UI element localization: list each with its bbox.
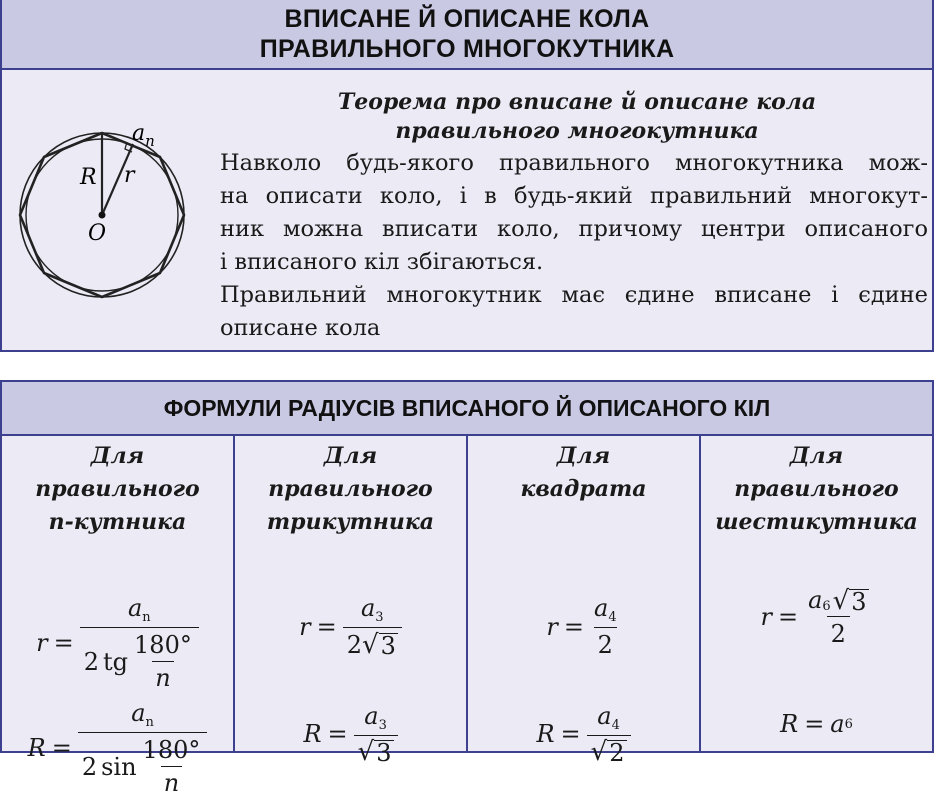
body-line: Правильний многокутник має єдине вписане і єдине [220, 282, 928, 308]
column-title [2, 440, 233, 539]
column-title-line: трикутника [266, 509, 435, 535]
body-line: на описати коло, і в будь-який правильний многокут- [220, 183, 928, 209]
theorem-title [220, 88, 934, 146]
header-line-1: ВПИСАНЕ Й ОПИСАНЕ КОЛА [284, 5, 650, 33]
label-big-radius: R [80, 165, 97, 190]
column-title [701, 440, 932, 539]
formula-r-square: r = $\frac{a_4}{2}$ [546, 594, 617, 659]
column-n-gon [2, 434, 235, 797]
column-title-line: правильного [268, 476, 433, 502]
formulas-box [0, 380, 934, 797]
column-title [235, 440, 466, 539]
label-center: O [88, 221, 107, 246]
formula-R-hexagon: R = a 6 [780, 710, 853, 738]
center-point [99, 212, 106, 219]
formulas-columns [2, 434, 932, 797]
theorem-box-header [2, 0, 932, 70]
column-title-line: Для [556, 443, 611, 469]
column-title-line: Для [323, 443, 378, 469]
column-title-line: n-кутника [48, 509, 187, 535]
column-hexagon [701, 434, 932, 751]
column-title [468, 440, 699, 506]
column-title-line: шестикутника [715, 509, 918, 535]
column-title-line: правильного [734, 476, 899, 502]
body-line: ник можна вписати коло, причому центри описаного [220, 216, 928, 242]
body-line: описане кола [220, 315, 381, 341]
formula-R-n-gon: R = $a_n$ 2 sin $\frac{180^\circ}{n}$ [2, 699, 233, 797]
column-title-line: правильного [35, 476, 200, 502]
theorem-body [220, 147, 928, 345]
column-title-line: квадрата [520, 476, 647, 502]
theorem-title-line-2: правильного многокутника [395, 118, 759, 144]
column-title-line: Для [90, 443, 145, 469]
label-side: $a_n$ [132, 121, 155, 150]
label-small-radius: r [124, 163, 135, 188]
body-line: і вписаного кіл збігаються. [220, 249, 544, 275]
body-line: Навколо будь-якого правильного многокутника мож- [220, 150, 928, 176]
column-title-line: Для [789, 443, 844, 469]
theorem-box [0, 0, 934, 352]
theorem-title-line-1: Теорема про вписане й описане кола [337, 89, 817, 115]
formula-R-triangle: R = $a_3$ √ 3 [235, 702, 466, 765]
polygon-circle-figure [12, 82, 202, 312]
formula-r-hexagon: r = a 6 √ 3 2 [760, 586, 867, 648]
formula-R-square: R = $a_4$ √ 2 [468, 702, 699, 765]
formula-r-n-gon: r = $a_n$ 2 tg $\frac{180^\circ}{n}$ [2, 594, 233, 692]
formulas-header: ФОРМУЛИ РАДІУСІВ ВПИСАНОГО Й ОПИСАНОГО КІЛ [2, 382, 932, 436]
column-square [468, 434, 701, 767]
column-triangle [235, 434, 468, 767]
formula-r-triangle: r = $a_3$ 2 √ 3 [235, 594, 466, 659]
header-line-2: ПРАВИЛЬНОГО МНОГОКУТНИКА [259, 35, 675, 63]
